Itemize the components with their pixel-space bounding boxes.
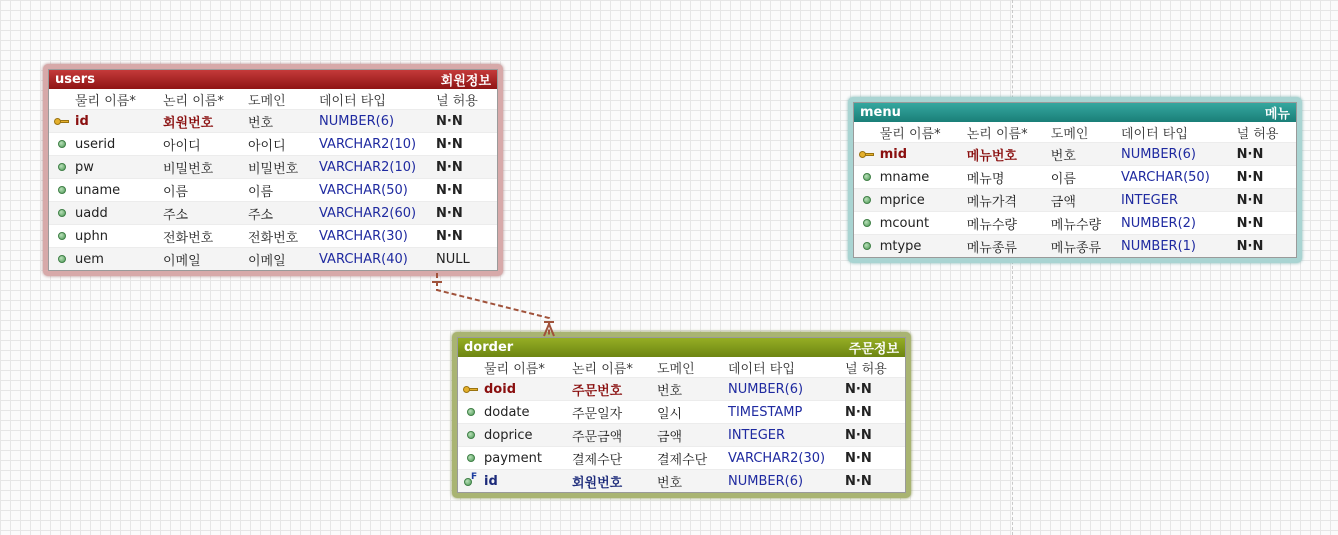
attribute-nullable: NULL [436, 251, 470, 267]
attribute-logical-name: 비밀번호 [163, 161, 214, 177]
attribute-logical-name: 메뉴번호 [966, 148, 1017, 164]
attribute-nullable: N·N [845, 450, 872, 466]
attribute-data-type: NUMBER(1) [1120, 238, 1197, 254]
attribute-data-type: INTEGER [1120, 192, 1179, 208]
attribute-data-type: NUMBER(6) [1120, 146, 1197, 162]
attribute-physical-name: uname [75, 182, 121, 198]
attribute-domain: 메뉴종류 [1050, 240, 1101, 256]
attribute-physical-name: id [484, 473, 498, 489]
header-logical-name: 논리 이름* [966, 126, 1028, 142]
attribute-physical-name: mtype [879, 238, 922, 254]
attribute-logical-name: 전화번호 [163, 230, 214, 246]
attribute-data-type: NUMBER(6) [728, 473, 804, 489]
entity-logical-name: 메뉴 [1264, 107, 1290, 122]
attribute-logical-name: 결제수단 [572, 452, 623, 468]
attribute-nullable: N·N [845, 404, 872, 420]
attribute-physical-name: uem [75, 251, 104, 267]
attribute-logical-name: 이메일 [163, 253, 201, 269]
attribute-nullable: N·N [436, 159, 463, 175]
attribute-nullable: N·N [1236, 146, 1264, 162]
attribute-logical-name: 이름 [163, 184, 189, 200]
attribute-domain: 일시 [657, 406, 683, 422]
entity-logical-name: 주문정보 [848, 342, 899, 357]
attribute-data-type: VARCHAR(50) [1120, 169, 1210, 185]
attribute-nullable: N·N [436, 136, 463, 152]
attribute-nullable: N·N [436, 113, 463, 129]
attribute-domain: 주소 [248, 207, 274, 223]
header-nullable: 널 허용 [845, 361, 887, 377]
attribute-domain: 금액 [1050, 194, 1076, 210]
attribute-physical-name: mid [879, 146, 908, 162]
attribute-nullable: N·N [845, 427, 872, 443]
attribute-logical-name: 회원번호 [163, 115, 214, 131]
fk-letter: F [471, 472, 478, 482]
attribute-logical-name: 회원번호 [572, 475, 623, 491]
attribute-domain: 아이디 [248, 138, 286, 154]
attribute-logical-name: 메뉴수량 [966, 217, 1017, 233]
attribute-domain: 이메일 [248, 253, 286, 269]
attribute-domain: 전화번호 [248, 230, 299, 246]
attribute-domain: 이름 [1050, 171, 1076, 187]
attribute-logical-name: 주문번호 [572, 383, 623, 399]
attribute-data-type: NUMBER(2) [1120, 215, 1197, 231]
attribute-logical-name: 메뉴종류 [966, 240, 1017, 256]
attribute-data-type: VARCHAR2(10) [319, 159, 417, 175]
entity-physical-name: menu [860, 105, 901, 120]
attribute-data-type: VARCHAR(40) [319, 251, 408, 267]
attribute-nullable: N·N [845, 473, 872, 489]
header-logical-name: 논리 이름* [163, 93, 224, 109]
attribute-physical-name: uphn [75, 228, 108, 244]
attribute-physical-name: doprice [484, 427, 533, 443]
entity-physical-name: users [55, 72, 95, 87]
relationship-line[interactable] [437, 273, 549, 336]
attribute-logical-name: 주문금액 [572, 429, 623, 445]
header-domain: 도메인 [657, 361, 695, 377]
attribute-domain: 번호 [657, 475, 683, 491]
attribute-data-type: VARCHAR2(10) [319, 136, 417, 152]
attribute-data-type: NUMBER(6) [728, 381, 804, 397]
attribute-logical-name: 주소 [163, 207, 189, 223]
attribute-logical-name: 아이디 [163, 138, 201, 154]
attribute-nullable: N·N [436, 228, 463, 244]
attribute-data-type: VARCHAR2(60) [319, 205, 417, 221]
header-domain: 도메인 [248, 93, 286, 109]
attribute-data-type: INTEGER [728, 427, 786, 443]
header-physical-name: 물리 이름* [879, 126, 941, 142]
attribute-physical-name: doid [484, 381, 516, 397]
attribute-logical-name: 메뉴가격 [966, 194, 1017, 210]
attribute-nullable: N·N [1236, 169, 1264, 185]
attribute-physical-name: userid [75, 136, 116, 152]
attribute-physical-name: dodate [484, 404, 530, 420]
attribute-domain: 메뉴수량 [1050, 217, 1101, 233]
attribute-nullable: N·N [1236, 238, 1264, 254]
attribute-logical-name: 메뉴명 [966, 171, 1005, 187]
attribute-physical-name: payment [484, 450, 542, 466]
header-logical-name: 논리 이름* [572, 361, 633, 377]
attribute-data-type: TIMESTAMP [728, 404, 803, 420]
header-data-type: 데이터 타입 [319, 93, 386, 109]
attribute-domain: 번호 [248, 115, 274, 131]
entity-physical-name: dorder [464, 340, 514, 355]
attribute-nullable: N·N [1236, 215, 1264, 231]
attribute-physical-name: pw [75, 159, 94, 175]
attribute-domain: 결제수단 [657, 452, 708, 468]
header-physical-name: 물리 이름* [75, 93, 136, 109]
attribute-domain: 번호 [657, 383, 683, 399]
header-nullable: 널 허용 [436, 93, 478, 109]
attribute-nullable: N·N [845, 381, 872, 397]
attribute-physical-name: mname [879, 169, 930, 185]
header-domain: 도메인 [1050, 126, 1089, 142]
header-data-type: 데이터 타입 [728, 361, 795, 377]
attribute-physical-name: uadd [75, 205, 108, 221]
attribute-nullable: N·N [436, 205, 463, 221]
attribute-domain: 번호 [1050, 148, 1076, 164]
attribute-physical-name: mprice [879, 192, 925, 208]
header-nullable: 널 허용 [1236, 126, 1279, 142]
attribute-physical-name: mcount [879, 215, 930, 231]
attribute-domain: 비밀번호 [248, 161, 299, 177]
attribute-data-type: VARCHAR(30) [319, 228, 408, 244]
header-data-type: 데이터 타입 [1120, 126, 1188, 142]
attribute-physical-name: id [75, 113, 89, 129]
attribute-nullable: N·N [1236, 192, 1264, 208]
entity-logical-name: 회원정보 [440, 74, 491, 89]
attribute-data-type: VARCHAR2(30) [728, 450, 826, 466]
attribute-data-type: VARCHAR(50) [319, 182, 408, 198]
attribute-data-type: NUMBER(6) [319, 113, 395, 129]
header-physical-name: 물리 이름* [484, 361, 545, 377]
attribute-nullable: N·N [436, 182, 463, 198]
attribute-domain: 금액 [657, 429, 683, 445]
attribute-domain: 이름 [248, 184, 274, 200]
attribute-logical-name: 주문일자 [572, 406, 623, 422]
